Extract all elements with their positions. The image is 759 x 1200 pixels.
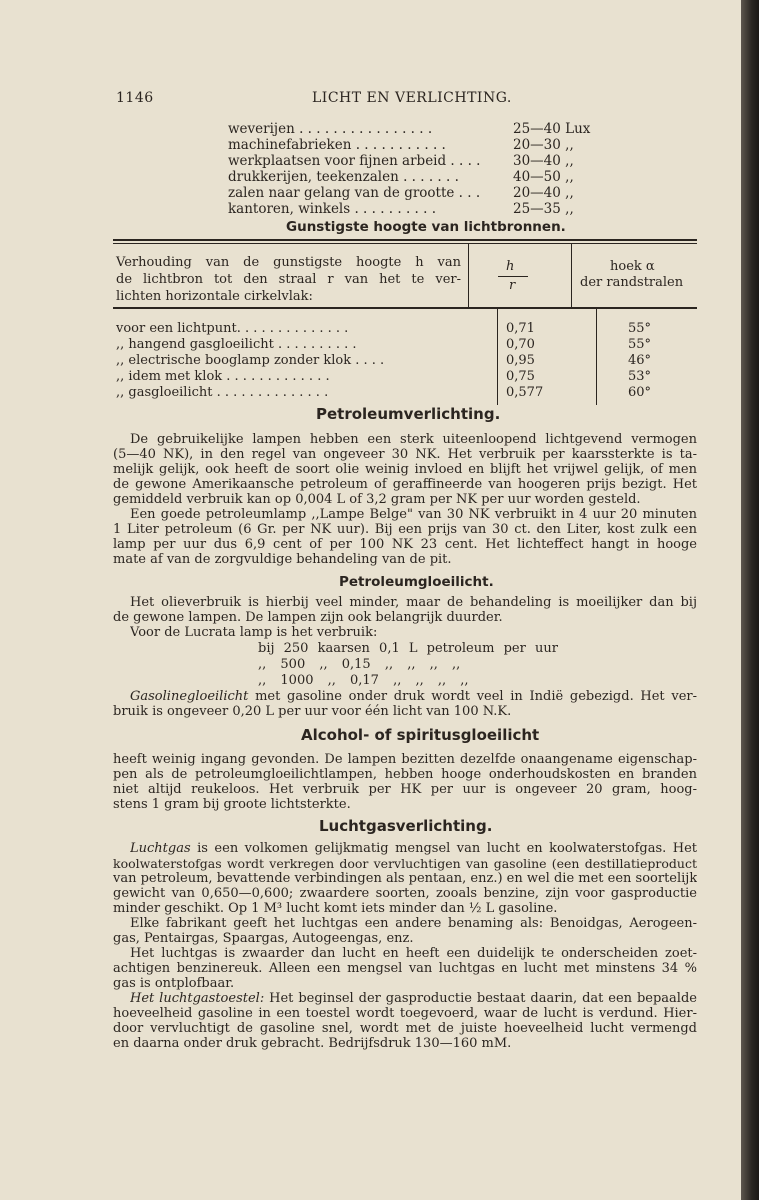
section-heading: Alcohol- of spiritusgloeilicht xyxy=(301,726,540,744)
paragraph-line: 1 Liter petroleum (6 Gr. per NK uur). Bij een prijs van 30 ct. den Liter, kost zulk een xyxy=(113,522,697,537)
paragraph-line: (5—40 NK), in den regel van ongeveer 30 NK. Het verbruik per kaarssterkte is ta- xyxy=(113,447,697,462)
list-value: 30—40 ,, xyxy=(513,153,574,169)
list-item: drukkerijen, teekenzalen . . . . . . . xyxy=(228,169,459,185)
paragraph-line: Het olieverbruik is hierbij veel minder, maar de behandeling is moeilijker dan bij xyxy=(130,595,697,610)
section-heading: Petroleumverlichting. xyxy=(316,405,501,423)
table-desc-line: lichten horizontale cirkelvlak: xyxy=(116,289,313,304)
paragraph-line: achtigen benzinereuk. Alleen een mengsel van luchtgas en lucht met minstens 34 % xyxy=(113,961,697,976)
paragraph-line: De gebruikelijke lampen hebben een sterk uiteenloopend lichtgevend vermogen xyxy=(130,432,697,447)
paragraph-line xyxy=(130,689,697,704)
paragraph-line: heeft weinig ingang gevonden. De lampen bezitten dezelfde onaangename eigenschap- xyxy=(113,752,697,767)
section-heading: Gunstigste hoogte van lichtbronnen. xyxy=(286,219,566,235)
paragraph-line xyxy=(130,991,697,1006)
paragraph-text: met gasoline onder druk wordt veel in Indië gebezigd. Het ver- xyxy=(255,689,697,704)
paragraph-line: hoeveelheid gasoline in een toestel wordt toegevoerd, waar de lucht is verdund. Hier- xyxy=(113,1006,697,1021)
paragraph-line: gas, Pentairgas, Spaargas, Autogeengas, enz. xyxy=(113,931,414,946)
term-luchtgas: Luchtgas xyxy=(130,841,191,856)
list-value: 25—35 ,, xyxy=(513,201,574,217)
ratio-numerator: h xyxy=(506,259,515,274)
ratio-denominator: r xyxy=(509,278,516,293)
paragraph-text: is een volkomen gelijkmatig mengsel van lucht en koolwaterstofgas. Het xyxy=(197,841,697,856)
term-luchtgastoestel: Het luchtgastoestel: xyxy=(130,991,265,1006)
section-heading: Luchtgasverlichting. xyxy=(319,817,493,835)
paragraph-line: de gewone lampen. De lampen zijn ook belangrijk duurder. xyxy=(113,610,503,625)
book-spine xyxy=(741,0,759,1200)
table-row-label: ,, hangend gasgloeilicht . . . . . . . . . . xyxy=(116,337,357,352)
paragraph-line: gewicht van 0,650—0,600; zwaardere soorten, zooals benzine, zijn voor gasproductie xyxy=(113,886,697,901)
paragraph-line: stens 1 gram bij groote lichtsterkte. xyxy=(113,797,351,812)
paragraph-line: koolwaterstofgas wordt verkregen door vervluchtigen van gasoline (een destillatieproduct xyxy=(113,856,697,871)
paragraph-line: pen als de petroleumgloeilichtlampen, hebben hooge onderhoudskosten en branden xyxy=(113,767,697,782)
paragraph-text: Het beginsel der gasproductie bestaat daarin, dat een bepaalde xyxy=(269,991,697,1006)
paragraph-line: Voor de Lucrata lamp is het verbruik: xyxy=(130,625,378,640)
list-item: werkplaatsen voor fijnen arbeid . . . . xyxy=(228,153,481,169)
paragraph-line xyxy=(130,841,697,856)
list-item: weverijen . . . . . . . . . . . . . . . . xyxy=(228,121,433,137)
list-value: 20—30 ,, xyxy=(513,137,574,153)
table-cell: 60° xyxy=(628,385,652,400)
angle-header-sub: der randstralen xyxy=(580,275,684,290)
table-cell: 53° xyxy=(628,369,652,384)
table-cell: 0,71 xyxy=(506,321,535,336)
table-cell: 0,577 xyxy=(506,385,544,400)
table-row-label: ,, idem met klok . . . . . . . . . . . . . xyxy=(116,369,330,384)
list-value: 40—50 ,, xyxy=(513,169,574,185)
table-desc-line: Verhouding van de gunstigste hoogte h van xyxy=(116,255,461,270)
paragraph-line: minder geschikt. Op 1 M³ lucht komt iets minder dan ½ L gasoline. xyxy=(113,901,558,916)
table-desc-line: de lichtbron tot den straal r van het te ver- xyxy=(116,272,461,287)
paragraph-line: door vervluchtigt de gasoline snel, wordt met de juiste hoeveelheid lucht vermengd xyxy=(113,1021,697,1036)
running-title: LICHT EN VERLICHTING. xyxy=(312,90,512,106)
lucrata-row: ,, 500 ,, 0,15 ,, ,, ,, ,, xyxy=(258,657,461,672)
section-heading: Petroleumgloeilicht. xyxy=(339,574,494,590)
paragraph-line: Het luchtgas is zwaarder dan lucht en heeft een duidelijk te onderscheiden zoet- xyxy=(130,946,697,961)
angle-header: hoek α xyxy=(610,259,655,274)
list-item: zalen naar gelang van de grootte . . . xyxy=(228,185,481,201)
table-cell: 0,70 xyxy=(506,337,535,352)
paragraph-line: melijk gelijk, ook heeft de soort olie weinig invloed en blijft het vrijwel gelijk, of men xyxy=(113,462,697,477)
paragraph-line: mate af van de zorgvuldige behandeling van de pit. xyxy=(113,552,452,567)
table-row-label: ,, electrische booglamp zonder klok . . . . xyxy=(116,353,385,368)
table-row-label: voor een lichtpunt. . . . . . . . . . . . . . xyxy=(116,321,349,336)
table-cell: 55° xyxy=(628,337,652,352)
paragraph-line: gemiddeld verbruik kan op 0,004 L of 3,2 gram per NK per uur worden gesteld. xyxy=(113,492,641,507)
list-item: machinefabrieken . . . . . . . . . . . xyxy=(228,137,446,153)
paragraph-line: van petroleum, bevattende verbindingen als pentaan, enz.) en wel die met een soortelijk xyxy=(113,871,697,886)
table-cell: 0,95 xyxy=(506,353,535,368)
list-value: 25—40 Lux xyxy=(513,121,591,137)
list-item: kantoren, winkels . . . . . . . . . . xyxy=(228,201,437,217)
paragraph-line: Een goede petroleumlamp ,,Lampe Belge" van 30 NK verbruikt in 4 uur 20 minuten xyxy=(130,507,697,522)
table-cell: 55° xyxy=(628,321,652,336)
page-number: 1146 xyxy=(116,90,154,106)
paragraph-line: gas is ontplofbaar. xyxy=(113,976,235,991)
table-row-label: ,, gasgloeilicht . . . . . . . . . . . . . . xyxy=(116,385,329,400)
lucrata-row: bij 250 kaarsen 0,1 L petroleum per uur xyxy=(258,641,558,656)
paragraph-line: en daarna onder druk gebracht. Bedrijfsdruk 130—160 mM. xyxy=(113,1036,512,1051)
paragraph-line: Elke fabrikant geeft het luchtgas een andere benaming als: Benoidgas, Aerogeen- xyxy=(130,916,697,931)
paragraph-line: lamp per uur dus 6,9 cent of per 100 NK 23 cent. Het lichteffect hangt in hooge xyxy=(113,537,697,552)
lucrata-row: ,, 1000 ,, 0,17 ,, ,, ,, ,, xyxy=(258,673,469,688)
table-cell: 46° xyxy=(628,353,652,368)
paragraph-line: niet altijd reukeloos. Het verbruik per HK per uur is ongeveer 20 gram, hoog- xyxy=(113,782,697,797)
paragraph-line: bruik is ongeveer 0,20 L per uur voor één licht van 100 N.K. xyxy=(113,704,512,719)
table-cell: 0,75 xyxy=(506,369,535,384)
paragraph-line: de gewone Amerikaansche petroleum of geraffineerde van hoogeren prijs bezigt. Het xyxy=(113,477,697,492)
term-gasolinegloeilicht: Gasolinegloeilicht xyxy=(130,689,249,704)
list-value: 20—40 ,, xyxy=(513,185,574,201)
